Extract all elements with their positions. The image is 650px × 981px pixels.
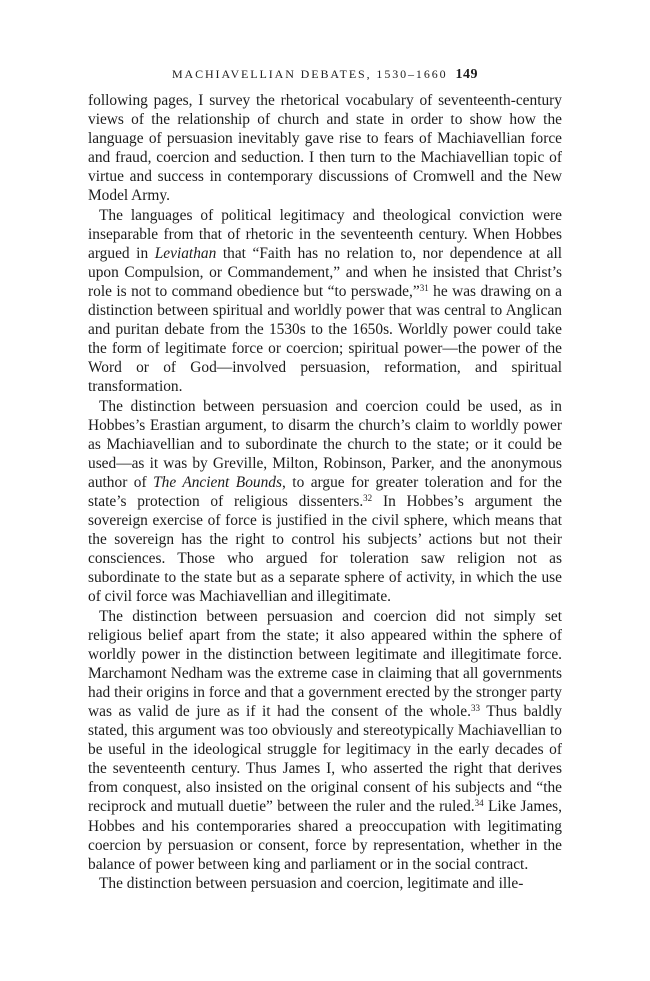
paragraph-text: The distinction between persuasion and coercion could be used, as in Hobbes’s Erastian argument, to disarm the church’s claim to worldly power as Machiavellian and to subordinate the church to the state; or it could be used—as it was by Greville, Milton, Robinson, Parker, and the anonymous author of xyxy=(88,397,562,491)
paragraph-text: The languages of political legitimacy and theological conviction were inseparable from that of rhetoric in the seventeenth century. When Hobbes argued in xyxy=(88,206,562,262)
paragraph-text: following pages, I survey the rhetorical vocabulary of seventeenth-century views of the relationship of church and state in order to show how the language of persuasion inevitably gave rise to fears of Machiavellian force and fraud, coercion and seduction. I then turn to the Machiavellian topic of virtue and success in contemporary discussions of Cromwell and the New Model Army. xyxy=(88,92,562,205)
body-text xyxy=(88,91,562,893)
book-title-leviathan: Leviathan xyxy=(154,244,217,262)
footnote-ref-34[interactable]: 34 xyxy=(474,798,484,809)
footnote-ref-33[interactable]: 33 xyxy=(470,703,480,713)
footnote-ref-32[interactable]: 32 xyxy=(363,492,373,503)
paragraph-3 xyxy=(88,397,562,607)
book-page xyxy=(88,63,562,893)
running-head xyxy=(88,63,562,85)
paragraph-text: The distinction between persuasion and coercion, legitimate and ille- xyxy=(99,874,524,892)
footnote-ref-31[interactable]: 31 xyxy=(419,282,429,293)
running-title: MACHIAVELLIAN DEBATES, 1530–1660 xyxy=(171,67,448,81)
paragraph-text: Thus baldly stated, this argument was too obviously and stereotypically Machiavellian to be useful in the ideological struggle for legitimacy in the early decades of the seventeenth century. Thus James I, who asserted the right that derives from conquest, also insisted on the original consent of his subjects and “the reciprock and mutuall duetie” between the ruler and the ruled. xyxy=(88,703,562,816)
paragraph-4 xyxy=(88,607,562,874)
book-title-ancient-bounds: The Ancient Bounds xyxy=(153,473,282,491)
paragraph-1 xyxy=(88,91,562,206)
paragraph-text: Like James, Hobbes and his contemporaries shared a preoccupation with legitimating coercion by persuasion or consent, force by representation, whether in the balance of power between king and parliament or in the social contract. xyxy=(88,798,563,873)
page-number: 149 xyxy=(455,67,479,82)
paragraph-text: In Hobbes’s argument the sovereign exercise of force is justified in the civil sphere, which means that the sovereign has the right to control his subjects’ actions but not their consciences. Those who argued for toleration saw religion not as subordinate to the state but as a separate sphere of activity, in which the use of civil force was Machiavellian and illegitimate. xyxy=(88,492,562,606)
paragraph-text: he was drawing on a distinction between spiritual and worldly power that was central to Anglican and puritan debate from the 1530s to the 1650s. Worldly power could take the form of legitimate force or coercion; spiritual power—the power of the Word or of God—involved persuasion, reformation, and spiritual transformation. xyxy=(88,282,562,396)
paragraph-text: The distinction between persuasion and coercion did not simply set religious belief apart from the state; it also appeared within the sphere of worldly power in the distinction between legitimate and illegitimate force. Marchamont Nedham was the extreme case in claiming that all governments had their origins in force and that a government erected by the stronger party was as valid de jure as if it had the consent of the whole. xyxy=(88,607,562,720)
paragraph-text: that “Faith has no relation to, nor dependence at all upon Compulsion, or Commandement,” and when he insisted that Christ’s role is not to command obedience but “to perswade,” xyxy=(88,244,562,300)
paragraph-text: , to argue for greater toleration and for the state’s protection of religious dissenters. xyxy=(88,473,562,510)
paragraph-2 xyxy=(88,206,562,397)
paragraph-5 xyxy=(88,874,562,893)
